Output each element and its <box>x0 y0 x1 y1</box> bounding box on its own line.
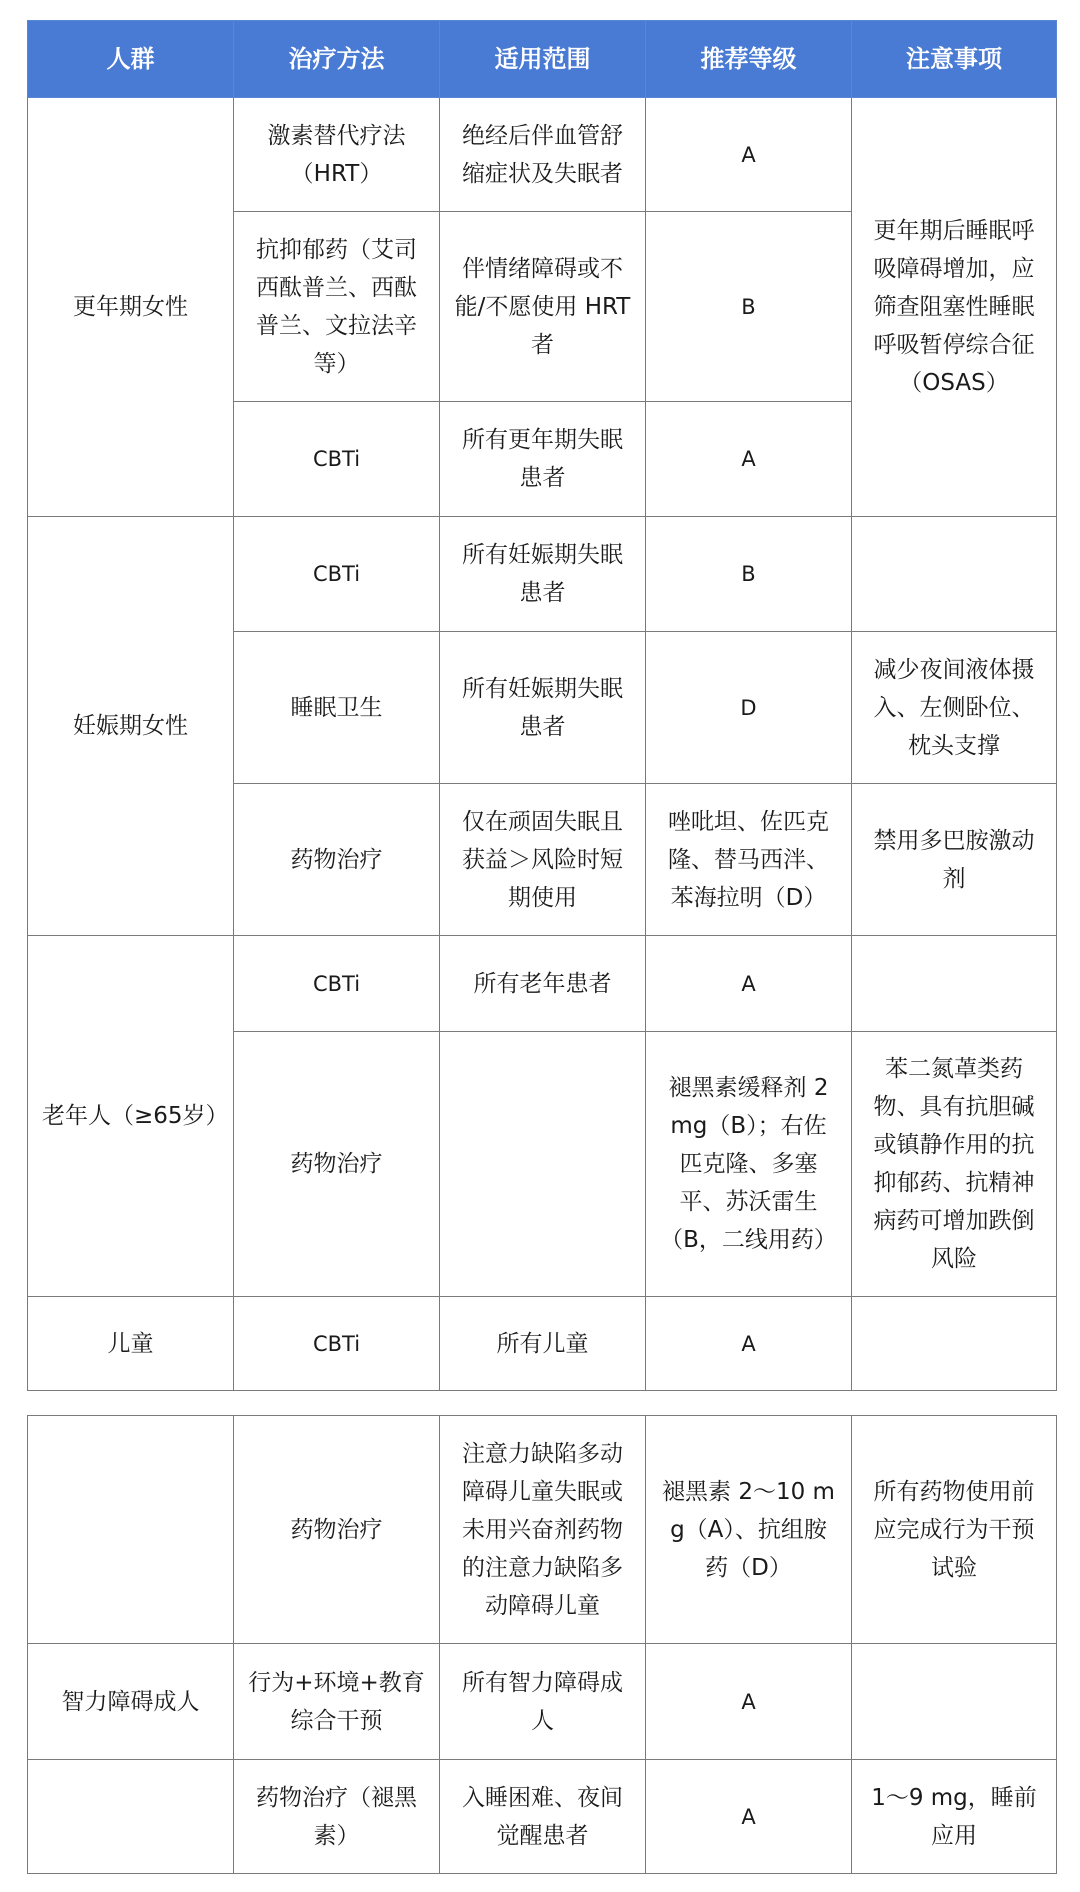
method-cell: 激素替代疗法（HRT） <box>234 98 440 212</box>
group-cell <box>28 1760 234 1874</box>
scope-cell: 所有妊娠期失眠患者 <box>440 517 646 632</box>
scope-cell: 所有更年期失眠患者 <box>440 402 646 517</box>
grade-cell: A <box>646 1644 852 1760</box>
grade-cell: A <box>646 402 852 517</box>
scope-cell: 伴情绪障碍或不能/不愿使用 HRT 者 <box>440 212 646 402</box>
group-intellectual-disability: 智力障碍成人 <box>28 1644 234 1760</box>
notes-cell: 减少夜间液体摄入、左侧卧位、枕头支撑 <box>852 632 1057 784</box>
grade-cell: 唑吡坦、佐匹克隆、替马西泮、苯海拉明（D） <box>646 784 852 936</box>
grade-cell: A <box>646 98 852 212</box>
grade-cell: B <box>646 212 852 402</box>
notes-cell <box>852 936 1057 1032</box>
method-cell: 睡眠卫生 <box>234 632 440 784</box>
group-cell <box>28 1416 234 1644</box>
notes-menopause: 更年期后睡眠呼吸障碍增加，应筛查阻塞性睡眠呼吸暂停综合征（OSAS） <box>852 98 1057 517</box>
method-cell: 抗抑郁药（艾司西酞普兰、西酞普兰、文拉法辛等） <box>234 212 440 402</box>
method-cell: 药物治疗 <box>234 1032 440 1297</box>
group-pregnancy: 妊娠期女性 <box>28 517 234 936</box>
grade-cell: D <box>646 632 852 784</box>
header-scope: 适用范围 <box>440 21 646 98</box>
group-menopause: 更年期女性 <box>28 98 234 517</box>
scope-cell: 所有儿童 <box>440 1297 646 1391</box>
header-notes: 注意事项 <box>852 21 1057 98</box>
notes-cell <box>852 1297 1057 1391</box>
grade-cell: B <box>646 517 852 632</box>
header-method: 治疗方法 <box>234 21 440 98</box>
scope-cell: 注意力缺陷多动障碍儿童失眠或未用兴奋剂药物的注意力缺陷多动障碍儿童 <box>440 1416 646 1644</box>
grade-cell: A <box>646 1297 852 1391</box>
notes-cell: 禁用多巴胺激动剂 <box>852 784 1057 936</box>
scope-cell: 入睡困难、夜间觉醒患者 <box>440 1760 646 1874</box>
group-children: 儿童 <box>28 1297 234 1391</box>
method-cell: CBTi <box>234 1297 440 1391</box>
grade-cell: 褪黑素缓释剂 2 mg（B）；右佐匹克隆、多塞平、苏沃雷生（B，二线用药） <box>646 1032 852 1297</box>
method-cell: 药物治疗（褪黑素） <box>234 1760 440 1874</box>
notes-cell <box>852 517 1057 632</box>
grade-cell: 褪黑素 2～10 mg（A）、抗组胺药（D） <box>646 1416 852 1644</box>
table-header-row <box>28 21 1057 98</box>
scope-cell: 仅在顽固失眠且获益＞风险时短期使用 <box>440 784 646 936</box>
grade-cell: A <box>646 936 852 1032</box>
table-row <box>28 1644 1057 1760</box>
group-elderly: 老年人（≥65岁） <box>28 936 234 1297</box>
notes-cell: 苯二氮䓬类药物、具有抗胆碱或镇静作用的抗抑郁药、抗精神病药可增加跌倒风险 <box>852 1032 1057 1297</box>
notes-cell: 所有药物使用前应完成行为干预试验 <box>852 1416 1057 1644</box>
scope-cell: 绝经后伴血管舒缩症状及失眠者 <box>440 98 646 212</box>
method-cell: 药物治疗 <box>234 784 440 936</box>
method-cell: 行为+环境+教育综合干预 <box>234 1644 440 1760</box>
notes-cell <box>852 1644 1057 1760</box>
treatment-table-1 <box>27 20 1057 1391</box>
table-row <box>28 1760 1057 1874</box>
table-row <box>28 517 1057 632</box>
notes-cell: 1～9 mg，睡前应用 <box>852 1760 1057 1874</box>
table-row <box>28 98 1057 212</box>
scope-cell <box>440 1032 646 1297</box>
table-row <box>28 1297 1057 1391</box>
treatment-table-2 <box>27 1415 1057 1874</box>
method-cell: 药物治疗 <box>234 1416 440 1644</box>
scope-cell: 所有智力障碍成人 <box>440 1644 646 1760</box>
method-cell: CBTi <box>234 517 440 632</box>
grade-cell: A <box>646 1760 852 1874</box>
method-cell: CBTi <box>234 936 440 1032</box>
header-population: 人群 <box>28 21 234 98</box>
table-row <box>28 936 1057 1032</box>
method-cell: CBTi <box>234 402 440 517</box>
scope-cell: 所有妊娠期失眠患者 <box>440 632 646 784</box>
header-grade: 推荐等级 <box>646 21 852 98</box>
scope-cell: 所有老年患者 <box>440 936 646 1032</box>
table-row <box>28 1416 1057 1644</box>
